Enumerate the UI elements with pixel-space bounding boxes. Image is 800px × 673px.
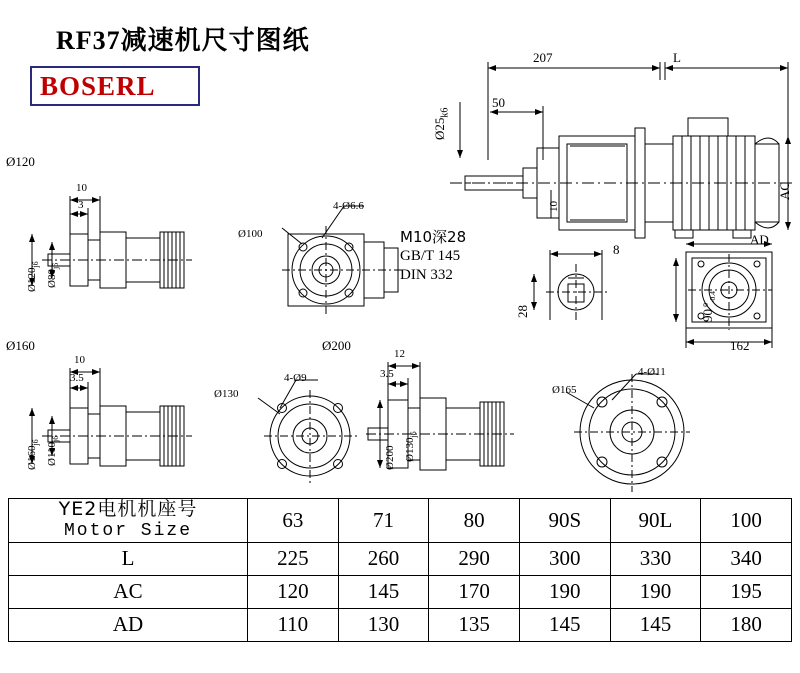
table-header-label: [9, 499, 248, 543]
thread-note-line3: DIN 332: [400, 266, 453, 283]
dim-120-top: Ø120: [6, 154, 35, 169]
dim-12-e: 12: [394, 348, 405, 360]
motor-size-cell: 90S: [519, 499, 610, 543]
flange-view-160-side: [8, 360, 208, 490]
table-cell: 300: [519, 542, 610, 575]
table-cell: 330: [610, 542, 701, 575]
dim-4-holes-9: 4-Ø9: [284, 372, 307, 384]
flange-view-200-side: [366, 352, 566, 490]
table-cell: 290: [429, 542, 520, 575]
dim-160-top: Ø160: [6, 338, 35, 353]
dim-200-side: Ø200: [384, 445, 396, 470]
brand-logo: [30, 66, 200, 106]
flange-view-100-front: [252, 198, 412, 318]
table-cell: 340: [701, 542, 792, 575]
dim-100: Ø100: [238, 228, 263, 240]
table-cell: 145: [519, 608, 610, 641]
dim-160-side: $Ø160_{j6}$: [26, 439, 41, 470]
table-header-row: [9, 499, 792, 543]
dim-3-5-c: 3.5: [70, 372, 84, 384]
dim-10-main: 10: [548, 201, 560, 212]
table-cell: 180: [701, 608, 792, 641]
thread-note-line2: GB/T 145: [400, 247, 461, 264]
table-cell: 190: [610, 575, 701, 608]
table-cell: 130: [338, 608, 429, 641]
table-header-label-en: Motor Size: [63, 520, 193, 541]
table-cell: 135: [429, 608, 520, 641]
thread-note-line1: M10深28: [400, 228, 467, 246]
dim-AC: AC: [777, 181, 792, 200]
dim-AD: AD: [750, 232, 769, 247]
table-cell: 225: [248, 542, 339, 575]
dim-4-holes-11: 4-Ø11: [638, 366, 666, 378]
table-header-label-cn: YE2电机机座号: [58, 498, 198, 520]
table-cell: 145: [338, 575, 429, 608]
brand-logo-text: BOSERL: [40, 71, 156, 101]
dim-shaft-diameter: $Ø25_{k6}$: [432, 107, 451, 140]
dim-110: $Ø110_{j6}$: [46, 435, 61, 466]
table-row: [9, 608, 792, 641]
dim-L: L: [673, 50, 681, 65]
dim-3-5-e: 3.5: [380, 368, 394, 380]
motor-size-cell: 80: [429, 499, 520, 543]
dim-10-a: 10: [76, 182, 87, 194]
table-row: [9, 542, 792, 575]
dim-28: 28: [515, 305, 530, 318]
table-row: [9, 575, 792, 608]
motor-size-cell: 90L: [610, 499, 701, 543]
dim-200-top: Ø200: [322, 338, 351, 353]
motor-size-cell: 63: [248, 499, 339, 543]
table-cell: 260: [338, 542, 429, 575]
dim-shaft-tolerance: k6: [439, 107, 451, 118]
dim-4-holes-66: 4-Ø6.6: [333, 200, 364, 212]
dim-130-d: Ø130: [214, 388, 239, 400]
motor-size-cell: 71: [338, 499, 429, 543]
table-cell: 190: [519, 575, 610, 608]
row-label: AD: [9, 608, 248, 641]
dim-90: 90 $^0_{-0.4}$: [700, 291, 717, 322]
dim-90-tolerance: $^0_{-0.4}$: [701, 291, 717, 307]
dim-165: Ø165: [552, 384, 577, 396]
page-title: RF37减速机尺寸图纸: [56, 26, 310, 55]
dim-50: 50: [492, 95, 505, 110]
dim-8: 8: [613, 242, 620, 257]
dim-10-c: 10: [74, 354, 85, 366]
table-cell: 120: [248, 575, 339, 608]
table-cell: 110: [248, 608, 339, 641]
table-cell: 170: [429, 575, 520, 608]
dim-120-side: $Ø120_{j6}$: [26, 261, 41, 292]
dim-80: $Ø80_{j6}$: [46, 262, 61, 288]
table-cell: 145: [610, 608, 701, 641]
motor-size-cell: 100: [701, 499, 792, 543]
dim-3-a: 3: [78, 199, 84, 211]
row-label: AC: [9, 575, 248, 608]
dim-130-e: $Ø130_{j6}$: [404, 431, 419, 462]
table-cell: 195: [701, 575, 792, 608]
row-label: L: [9, 542, 248, 575]
specification-table: [8, 498, 792, 642]
dim-162: 162: [730, 338, 750, 353]
dim-207: 207: [533, 50, 553, 65]
